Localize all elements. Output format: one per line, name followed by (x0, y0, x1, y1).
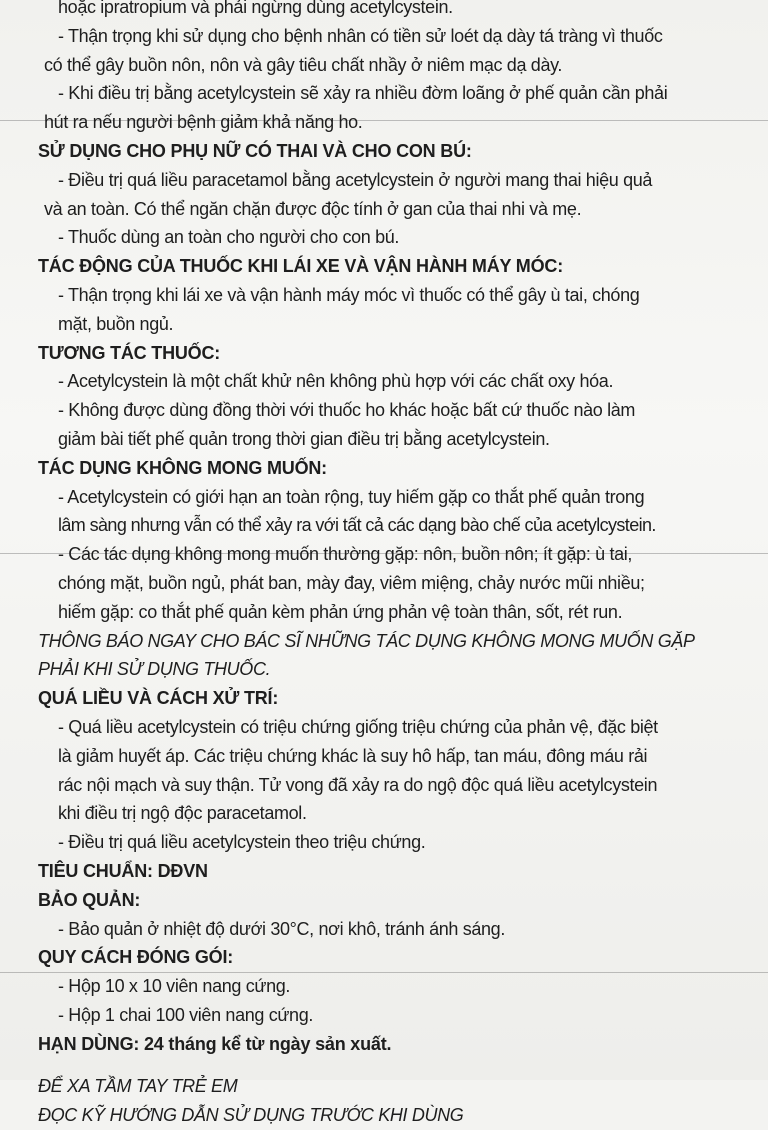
section-heading: TÁC DỤNG KHÔNG MONG MUỐN: (38, 457, 327, 478)
body-line: - Hộp 1 chai 100 viên nang cứng. (58, 1004, 314, 1025)
warning-text: ĐỂ XA TẦM TAY TRẺ EM (38, 1076, 238, 1097)
body-line: - Thận trọng khi lái xe và vận hành máy móc vì thuốc có thể gây ù tai, chóng (58, 284, 640, 305)
body-line: rác nội mạch và suy thận. Tử vong đã xảy ra do ngộ độc quá liều acetylcystein (58, 774, 658, 795)
section-heading: HẠN DÙNG: 24 tháng kể từ ngày sản xuất. (38, 1033, 392, 1054)
body-line: có thể gây buồn nôn, nôn và gây tiêu chất nhầy ở niêm mạc dạ dày. (44, 54, 563, 75)
section-heading: TƯƠNG TÁC THUỐC: (38, 342, 221, 363)
body-line: lâm sàng nhưng vẫn có thể xảy ra với tất cả các dạng bào chế của acetylcystein. (58, 515, 656, 536)
body-line: là giảm huyết áp. Các triệu chứng khác là suy hô hấp, tan máu, đông máu rải (58, 745, 648, 766)
body-line: - Thuốc dùng an toàn cho người cho con bú. (58, 227, 400, 248)
section-heading: TIÊU CHUẨN: DĐVN (38, 860, 208, 881)
body-line: - Acetylcystein có giới hạn an toàn rộng, tuy hiếm gặp co thắt phế quản trong (58, 486, 645, 507)
body-line: - Acetylcystein là một chất khử nên không phù hợp với các chất oxy hóa. (58, 371, 614, 392)
body-line: - Điều trị quá liều paracetamol bằng acetylcystein ở người mang thai hiệu quả (58, 169, 653, 190)
body-line: - Quá liều acetylcystein có triệu chứng giống triệu chứng của phản vệ, đặc biệt (58, 716, 658, 737)
section-heading: TÁC ĐỘNG CỦA THUỐC KHI LÁI XE VÀ VẬN HÀNH MÁY MÓC: (38, 256, 563, 277)
body-line: - Hộp 10 x 10 viên nang cứng. (58, 976, 291, 997)
body-line: hiếm gặp: co thắt phế quản kèm phản ứng phản vệ toàn thân, sốt, rét run. (58, 601, 623, 622)
warning-text: ĐỌC KỸ HƯỚNG DẪN SỬ DỤNG TRƯỚC KHI DÙNG (38, 1105, 464, 1126)
body-line: và an toàn. Có thể ngăn chặn được độc tính ở gan của thai nhi và mẹ. (44, 198, 582, 219)
body-line: - Không được dùng đồng thời với thuốc ho khác hoặc bất cứ thuốc nào làm (58, 400, 636, 421)
body-line: mặt, buồn ngủ. (58, 313, 174, 334)
body-line: - Thận trọng khi sử dụng cho bệnh nhân có tiền sử loét dạ dày tá tràng vì thuốc (58, 25, 663, 46)
body-line: chóng mặt, buồn ngủ, phát ban, mày đay, viêm miệng, chảy nước mũi nhiều; (58, 572, 645, 593)
warning-text: THÔNG BÁO NGAY CHO BÁC SĨ NHỮNG TÁC DỤNG KHÔNG MONG MUỐN GẶP (38, 630, 695, 651)
section-heading: QUÁ LIỀU VÀ CÁCH XỬ TRÍ: (38, 688, 279, 709)
spacer (38, 1058, 738, 1072)
body-line: khi điều trị ngộ độc paracetamol. (58, 803, 307, 824)
section-heading: BẢO QUẢN: (38, 889, 141, 910)
body-line: - Khi điều trị bằng acetylcystein sẽ xảy ra nhiều đờm loãng ở phế quản cần phải (58, 83, 668, 104)
warning-text: PHẢI KHI SỬ DỤNG THUỐC. (38, 659, 271, 680)
section-heading: SỬ DỤNG CHO PHỤ NỮ CÓ THAI VÀ CHO CON BÚ: (38, 140, 472, 161)
leaflet-text (38, 0, 738, 1130)
body-line: giảm bài tiết phế quản trong thời gian điều trị bằng acetylcystein. (58, 428, 550, 449)
section-heading: QUY CÁCH ĐÓNG GÓI: (38, 947, 234, 968)
body-line: hút ra nếu người bệnh giảm khả năng ho. (44, 112, 363, 133)
body-line: - Điều trị quá liều acetylcystein theo triệu chứng. (58, 832, 426, 853)
body-line: - Bảo quản ở nhiệt độ dưới 30°C, nơi khô, tránh ánh sáng. (58, 918, 505, 939)
body-line: hoặc ipratropium và phải ngừng dùng acetylcystein. (58, 0, 453, 17)
body-line: - Các tác dụng không mong muốn thường gặp: nôn, buồn nôn; ít gặp: ù tai, (58, 544, 633, 565)
